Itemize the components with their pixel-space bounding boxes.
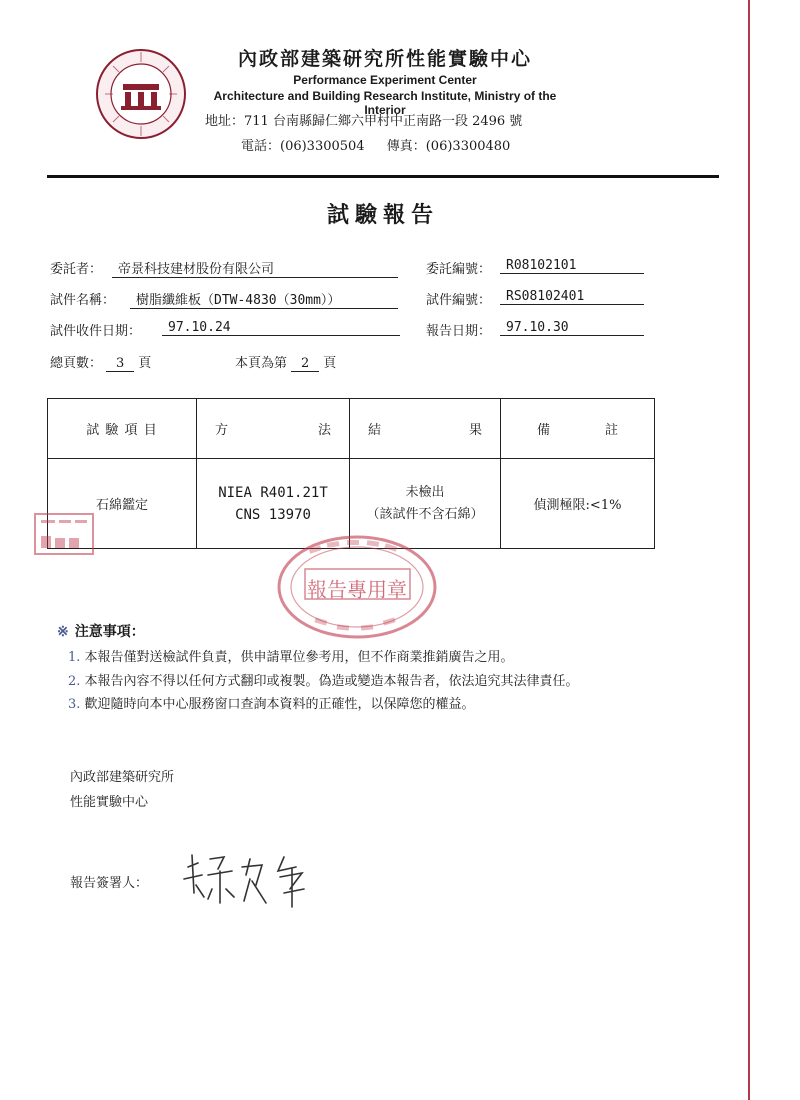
commission-no-value: R08102101 — [500, 258, 644, 274]
client-value: 帝景科技建材股份有限公司 — [112, 258, 398, 278]
method-line-1: NIEA R401.21T — [218, 484, 328, 501]
sample-name-value: 樹脂纖維板（DTW-4830（30mm）） — [130, 289, 398, 309]
received-date-label: 試件收件日期： — [50, 324, 142, 339]
fax: 傳真：(06)3300480 — [386, 139, 511, 154]
commission-no-label: 委託編號： — [426, 262, 492, 277]
document-title: 試驗報告 — [326, 202, 439, 228]
footer-organization — [70, 765, 174, 815]
method-line-2: CNS 13970 — [235, 506, 311, 523]
table-header-row — [48, 399, 655, 459]
org-name-zh: 內政部建築研究所性能實驗中心 — [237, 48, 532, 70]
footer-org-line-2: 性能實驗中心 — [70, 795, 149, 810]
page-number-prefix: 本頁為第 — [235, 356, 288, 371]
report-date-field — [426, 320, 569, 339]
notes-list — [68, 646, 579, 717]
signer-label: 報告簽署人： — [70, 876, 149, 891]
org-name-en-2: Architecture and Building Research Institute, Ministry of the Interior — [213, 89, 557, 117]
header-result: 結 果 — [350, 399, 501, 459]
total-pages-suffix: 頁 — [138, 356, 152, 371]
header-test-item: 試 驗 項 目 — [48, 399, 197, 459]
received-date-value: 97.10.24 — [162, 320, 400, 336]
cell-test-item: 石綿鑑定 — [48, 459, 197, 549]
commission-no-field — [426, 258, 577, 277]
sample-no-label: 試件編號： — [426, 293, 492, 308]
client-label: 委託者： — [50, 262, 103, 277]
org-name-en-1: Performance Experiment Center — [293, 73, 477, 87]
address: 地址：711 台南縣歸仁鄉六甲村中正南路一段 2496 號 — [205, 114, 523, 129]
total-pages-field — [50, 352, 151, 372]
header-remark: 備 註 — [501, 399, 655, 459]
list-item: 2. 本報告內容不得以任何方式翻印或複製。偽造或變造本報告者，依法追究其法律責任。 — [68, 673, 579, 689]
sample-no-field — [426, 289, 585, 308]
page-number-suffix: 頁 — [323, 356, 337, 371]
report-date-label: 報告日期： — [426, 324, 492, 339]
page-number-field — [235, 352, 336, 372]
total-pages-value: 3 — [106, 356, 134, 372]
report-seal-stamp-icon — [275, 533, 440, 641]
notes-title: ※ 注意事項： — [57, 624, 145, 640]
seal-stamp-text: 報告專用章 — [307, 577, 407, 602]
cell-remark: 偵測極限:<1% — [501, 459, 655, 549]
contact-line — [241, 135, 528, 154]
list-item: 3. 歡迎隨時向本中心服務窗口查詢本資料的正確性，以保障您的權益。 — [68, 697, 475, 712]
received-date-field — [50, 320, 231, 339]
partial-seal-stamp-icon — [33, 512, 97, 558]
notes-bullet-icon: ※ — [57, 624, 69, 640]
header-divider — [47, 175, 719, 178]
result-line-1: 未檢出 — [405, 484, 445, 500]
page-margin-line — [748, 0, 750, 1100]
page-number-value: 2 — [291, 356, 319, 372]
client-field — [50, 258, 275, 277]
results-table — [47, 398, 655, 549]
result-line-2: （該試件不含石綿） — [366, 506, 484, 522]
institute-logo-icon — [95, 48, 187, 140]
phone: 電話：(06)3300504 — [241, 139, 365, 154]
header-method: 方 法 — [197, 399, 350, 459]
footer-org-line-1: 內政部建築研究所 — [70, 770, 175, 785]
sample-no-value: RS08102401 — [500, 289, 644, 305]
sample-name-field — [50, 289, 341, 308]
report-date-value: 97.10.30 — [500, 320, 644, 336]
sample-name-label: 試件名稱： — [50, 293, 116, 308]
list-item: 1. 本報告僅對送檢試件負責，供申請單位參考用，但不作商業推銷廣告之用。 — [68, 650, 514, 665]
total-pages-prefix: 總頁數： — [50, 356, 103, 371]
handwritten-signature-icon — [180, 845, 350, 915]
